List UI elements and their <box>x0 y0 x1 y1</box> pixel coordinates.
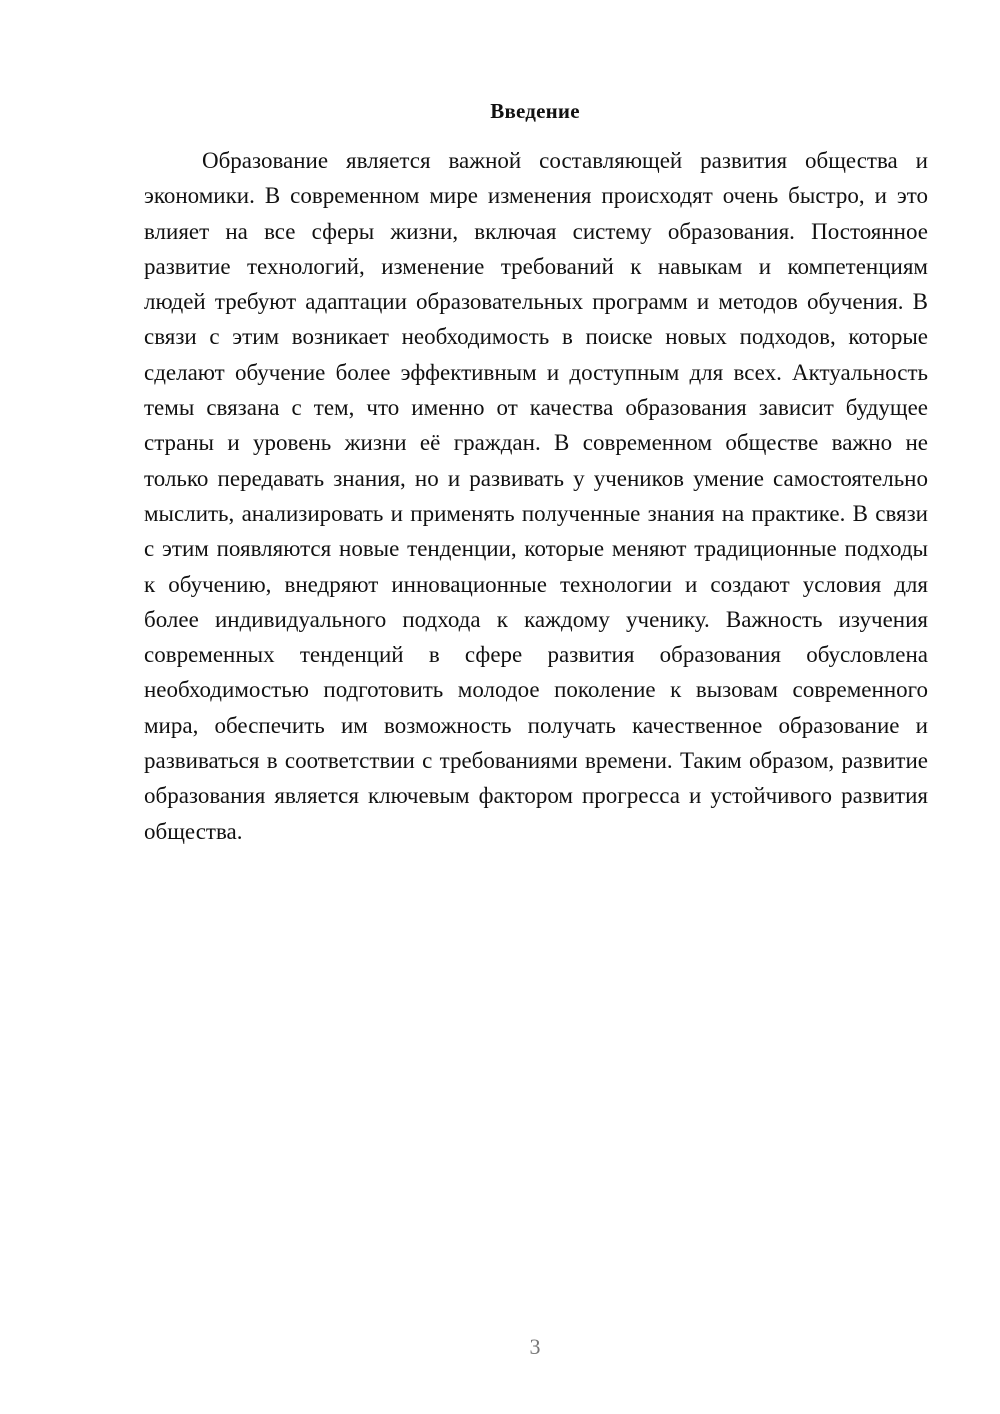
body-paragraph: Образование является важной составляющей развития общества и экономики. В современном мире изменения происходят очень быстро, и это влияет на все сферы жизни, включая систему образования. Постоянное развитие технологий, изменение требований к навыкам и компетенциям людей требуют адаптации образовательных программ и методов обучения. В связи с этим возникает необходимость в поиске новых подходов, которые сделают обучение более эффективным и доступным для всех. Актуальность темы связана с тем, что именно от качества образования зависит будущее страны и уровень жизни её граждан. В современном обществе важно не только передавать знания, но и развивать у учеников умение самостоятельно мыслить, анализировать и применять полученные знания на практике. В связи с этим появляются новые тенденции, которые меняют традиционные подходы к обучению, внедряют инновационные технологии и создают условия для более индивидуального подхода к каждому ученику. Важность изучения современных тенденций в сфере развития образования обусловлена необходимостью подготовить молодое поколение к вызовам современного мира, обеспечить им возможность получать качественное образование и развиваться в соответствии с требованиями времени. Таким образом, развитие образования является ключевым фактором прогресса и устойчивого развития общества. <box>144 148 928 844</box>
section-heading: Введение <box>490 99 580 123</box>
page-number: 3 <box>529 1334 541 1359</box>
